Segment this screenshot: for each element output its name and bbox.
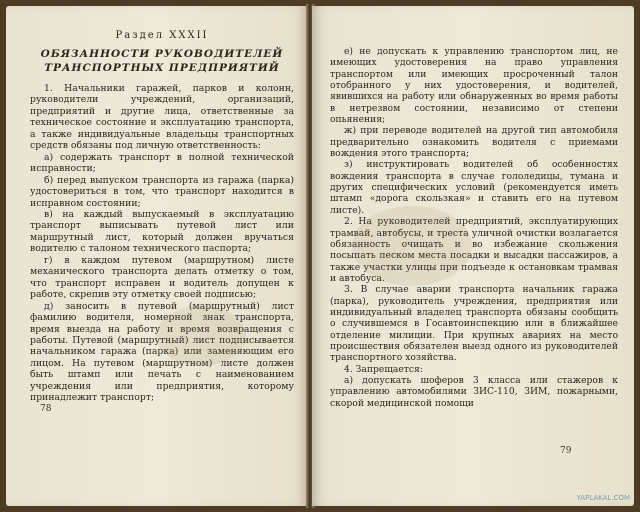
paragraph-1b: б) перед выпуском транспорта из гаража (парка) удостовериться в том, что транспорт находится в исправном состоянии; — [30, 174, 294, 209]
right-page — [312, 6, 634, 506]
paragraph-1e: д) заносить в путевой (маршрутный) лист фамилию водителя, номерной знак транспорта, время выезда на работу и время возвращения с работы. Путевой (маршрутный) лист подписывается начальником гаража (парка) или заменяющим его лицом. На путевом (маршрутном) листе должен быть штамп или печать с наименованием учреждения или предприятия, которому принадлежит транспорт; — [30, 300, 294, 404]
chapter-title-line-2: ТРАНСПОРТНЫХ ПРЕДПРИЯТИЙ — [44, 62, 280, 74]
paragraph-1f: е) не допускать к управлению транспортом лиц, не имеющих удостоверения на право управления транспортом или имеющих просроченный талон отобранного у них удостоверения, и водителей, явившихся на работу или обнаруженных во время работы в нетрезвом состоянии, независимо от степени опьянения; — [330, 46, 618, 126]
paragraph-1d: г) в каждом путевом (маршрутном) листе механического транспорта делать отметку о том, что транспорт исправен и водитель допущен к работе, скрепив эту отметку своей подписью; — [30, 254, 294, 301]
paragraph-3: 3. В случае аварии транспорта начальник гаража (парка), руководитель учреждения, предприятия или индивидуальный владелец транспорта обязаны сообщить о случившемся в Госавтоинспекцию или в ближайшее отделение милиции. При крупных авариях на место происшествия обязателен выезд одного из руководителей транспортного хозяйства. — [330, 284, 618, 364]
left-page — [6, 6, 308, 506]
paragraph-4a: а) допускать шоферов 3 класса или стажеров к управлению автомобилями ЗИС-110, ЗИМ, пожарными, скорой медицинской помощи — [330, 374, 618, 409]
chapter-title-line-1: ОБЯЗАННОСТИ РУКОВОДИТЕЛЕЙ — [40, 48, 284, 60]
page-number-left: 78 — [40, 404, 52, 414]
paragraph-4: 4. Запрещается: — [344, 363, 423, 375]
page-number-right: 79 — [560, 446, 572, 456]
paragraph-1: 1. Начальники гаражей, парков и колонн, руководители учреждений, организаций, предприятий и другие лица, ответственные за техническое состояние и эксплуатацию транспорта, а также индивидуальные владельцы транспортных средств обязаны под личную ответственность: — [30, 83, 294, 152]
paragraph-1c: в) на каждый выпускаемый в эксплуатацию транспорт выписывать путевой лист или маршрутный лист, который должен вручаться водителю с талоном технического паспорта; — [30, 208, 294, 255]
watermark: YAPLAKAL.COM — [576, 494, 630, 502]
paragraph-2: 2. На руководителей предприятий, эксплуатирующих трамвай, автобусы, и треста уличной очистки возлагается обязанность очищать и во избежание скольжения посыпать песком места посадки и высадки пассажиров, а также участки улицы при подъезде к остановкам трамвая и автобуса. — [330, 216, 618, 284]
paragraph-1a: а) содержать транспорт в полной технической исправности; — [30, 151, 294, 175]
paragraph-1g: ж) при переводе водителей на другой тип автомобиля предварительно ознакомить водителя с приемами вождения этого транспорта; — [330, 125, 618, 160]
paragraph-1h: з) инструктировать водителей об особенностях вождения транспорта в случае гололедицы, тумана и других специфических условий (рекомендуется иметь штамп «дорога скользкая» и ставить его на путевом листе). — [330, 159, 618, 216]
section-label: Раздел XXXII — [115, 30, 209, 41]
chapter-title — [30, 47, 294, 75]
